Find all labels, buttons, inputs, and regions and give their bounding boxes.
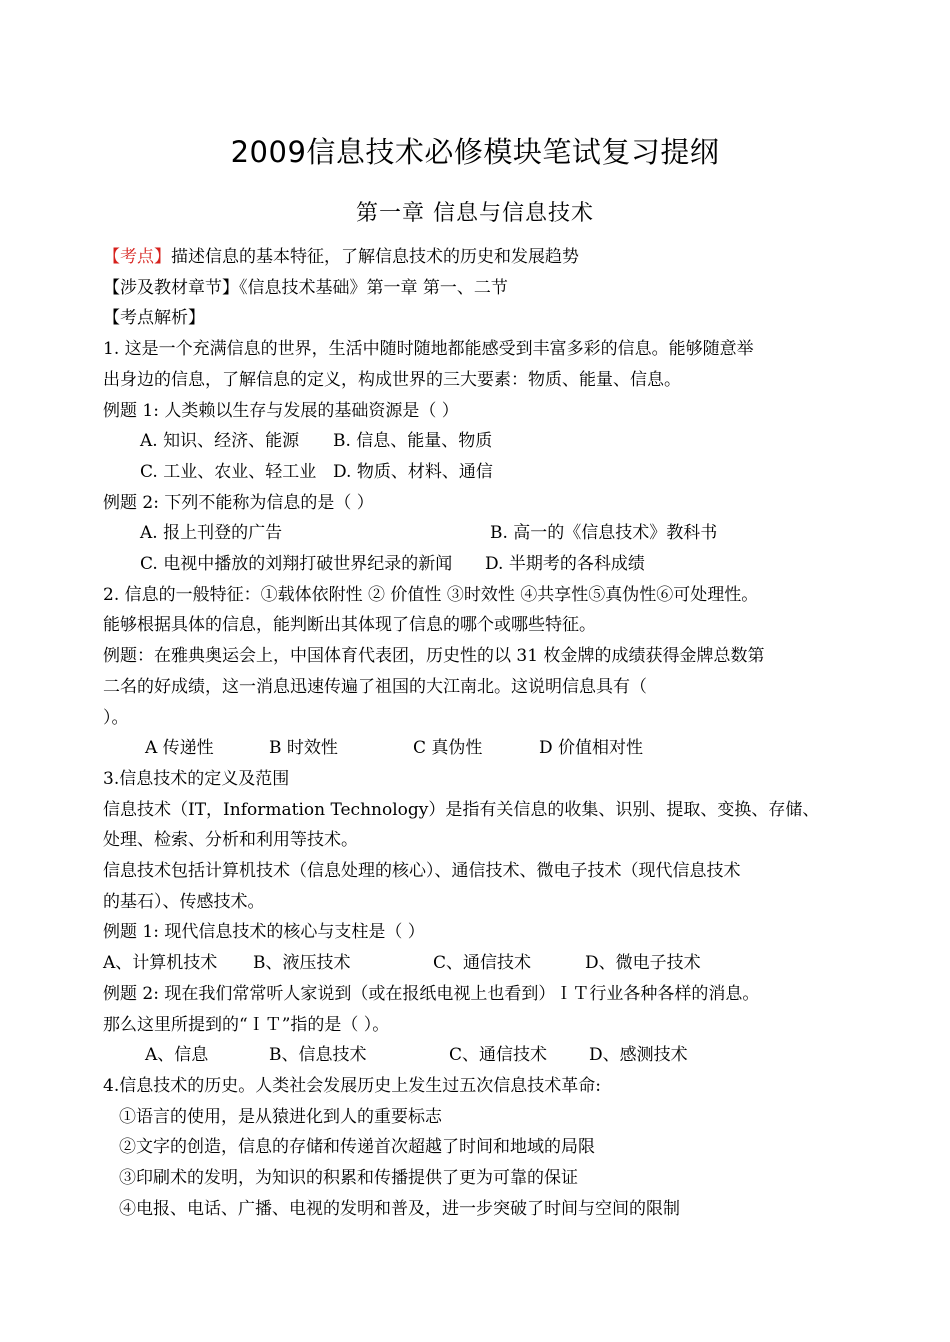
example1-option-b: B. 信息、能量、物质: [333, 431, 493, 452]
example3-options: [103, 733, 873, 764]
example1-options-row1: [103, 426, 873, 457]
example2-option-c: C. 电视中播放的刘翔打破世界纪录的新闻: [140, 554, 453, 575]
point2-line1: 2. 信息的一般特征：①载体依附性 ② 价值性 ③时效性 ④共享性⑤真伪性⑥可处理性。: [103, 584, 759, 605]
example4-option-c: C、通信技术: [433, 953, 532, 974]
example4-options: [103, 948, 873, 979]
textbook-section-line: 【涉及教材章节】《信息技术基础》第一章 第一、二节: [103, 277, 508, 298]
kaodian-line: [103, 242, 873, 273]
chapter-heading: 第一章 信息与信息技术: [356, 201, 594, 226]
example2-option-a: A. 报上刊登的广告: [140, 523, 283, 544]
example1-stem: 例题 1: 人类赖以生存与发展的基础资源是（ ）: [103, 400, 459, 421]
example1-option-d: D. 物质、材料、通信: [333, 461, 493, 482]
revolution-item-2: ②文字的创造，信息的存储和传递首次超越了时间和地域的局限: [119, 1137, 595, 1158]
example3-option-c: C 真伪性: [413, 738, 483, 759]
example3-option-b: B 时效性: [269, 738, 338, 759]
example2-option-d: D. 半期考的各科成绩: [485, 554, 645, 575]
example4-option-a: A、计算机技术: [103, 953, 218, 974]
point3-line4: 的基石）、传感技术。: [103, 891, 265, 912]
revolution-item-3: ③印刷术的发明，为知识的积累和传播提供了更为可靠的保证: [119, 1168, 578, 1189]
example1-option-c: C. 工业、农业、轻工业: [140, 461, 317, 482]
example3-line2: 二名的好成绩，这一消息迅速传遍了祖国的大江南北。这说明信息具有（: [103, 676, 647, 697]
example5-option-c: C、通信技术: [449, 1045, 548, 1066]
revolution-item-4: ④电报、电话、广播、电视的发明和普及，进一步突破了时间与空间的限制: [119, 1198, 680, 1219]
example2-stem: 例题 2: 下列不能称为信息的是（ ）: [103, 492, 374, 513]
point2-line2: 能够根据具体的信息，能判断出其体现了信息的哪个或哪些特征。: [103, 615, 596, 636]
example2-options-row1: [103, 518, 873, 549]
example5-options: [103, 1040, 873, 1071]
example5-option-d: D、感测技术: [589, 1045, 688, 1066]
example1-options-row2: [103, 457, 873, 488]
point1-line1: 1. 这是一个充满信息的世界，生活中随时随地都能感受到丰富多彩的信息。能够随意举: [103, 339, 754, 360]
kaodian-text: 描述信息的基本特征，了解信息技术的历史和发展趋势: [171, 247, 579, 267]
example4-option-d: D、微电子技术: [585, 953, 701, 974]
example1-option-a: A. 知识、经济、能源: [140, 431, 300, 452]
point3-line1: 信息技术（IT，Information Technology）是指有关信息的收集、识别、提取、变换、存储、: [103, 799, 820, 820]
example3-option-d: D 价值相对性: [539, 738, 644, 759]
example5-option-a: A、信息: [145, 1045, 209, 1066]
document-body: [103, 242, 873, 1225]
example3-option-a: A 传递性: [145, 738, 214, 759]
example5-line2: 那么这里所提到的“ＩＴ”指的是（ ）。: [103, 1014, 390, 1035]
kaodian-label: 【考点】: [103, 247, 171, 267]
page-title: 2009信息技术必修模块笔试复习提纲: [230, 135, 720, 169]
example3-line1: 例题：在雅典奥运会上，中国体育代表团，历史性的以 31 枚金牌的成绩获得金牌总数第: [103, 646, 765, 667]
analysis-heading: 【考点解析】: [103, 308, 205, 329]
example2-option-b: B. 高一的《信息技术》教科书: [490, 523, 718, 544]
example4-stem: 例题 1: 现代信息技术的核心与支柱是（ ）: [103, 922, 425, 943]
revolution-item-1: ①语言的使用，是从猿进化到人的重要标志: [119, 1106, 442, 1127]
point3-line2: 处理、检索、分析和利用等技术。: [103, 830, 358, 851]
example5-option-b: B、信息技术: [269, 1045, 367, 1066]
example5-line1: 例题 2: 现在我们常常听人家说到（或在报纸电视上也看到）ＩＴ行业各种各样的消息。: [103, 983, 760, 1004]
point3-line3: 信息技术包括计算机技术（信息处理的核心）、通信技术、微电子技术（现代信息技术: [103, 861, 741, 882]
example4-option-b: B、液压技术: [253, 953, 351, 974]
point3-heading: 3.信息技术的定义及范围: [103, 768, 290, 789]
example2-options-row2: [103, 549, 873, 580]
example3-line3: ）。: [103, 707, 129, 728]
point4-heading: 4.信息技术的历史。人类社会发展历史上发生过五次信息技术革命:: [103, 1075, 601, 1096]
point1-line2: 出身边的信息，了解信息的定义，构成世界的三大要素：物质、能量、信息。: [103, 369, 681, 390]
